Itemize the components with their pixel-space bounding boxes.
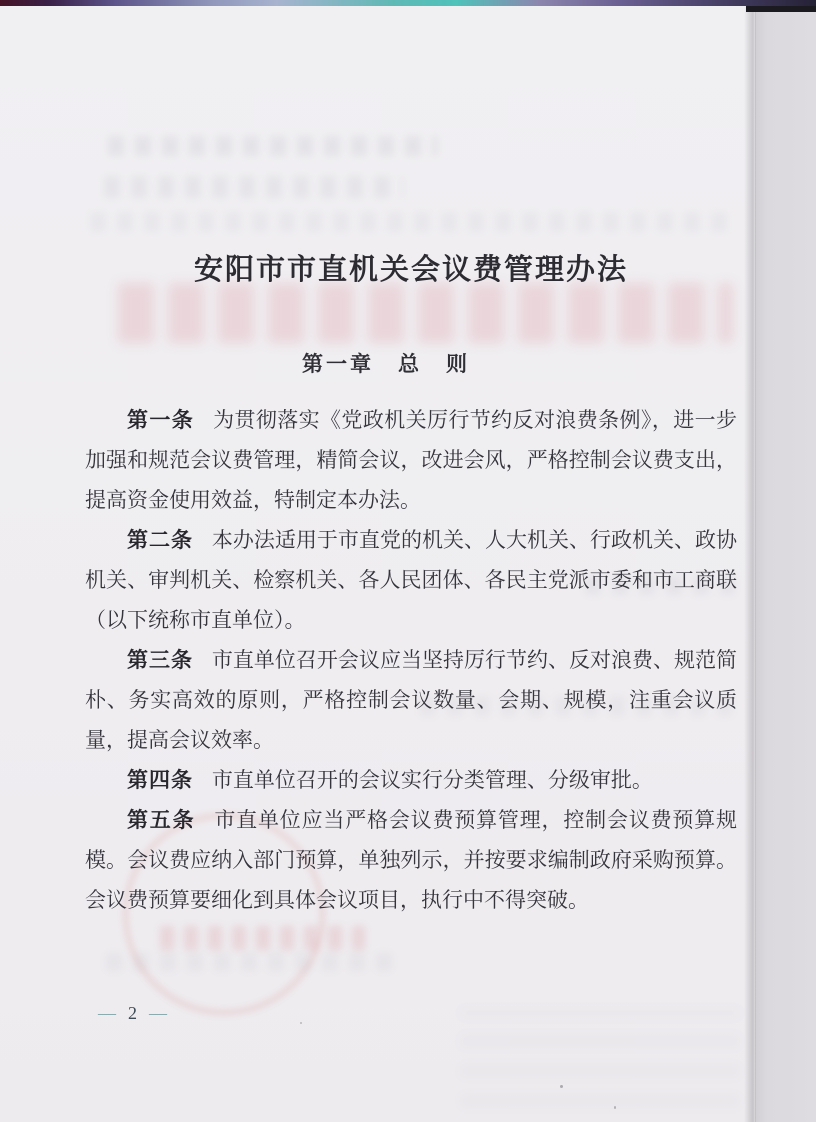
article-1-text: 为贯彻落实《党政机关厉行节约反对浪费条例》，进一步加强和规范会议费管理，精简会议，改进会风，严格控制会议费支出，提高资金使用效益，特制定本办法。 [85, 408, 738, 512]
article-2-text: 本办法适用于市直党的机关、人大机关、行政机关、政协机关、审判机关、检察机关、各人民团体、各民主党派市委和市工商联（以下统称市直单位）。 [85, 528, 738, 632]
page-number-dash-left: — [98, 1003, 118, 1023]
page-number-value: 2 [128, 1003, 139, 1023]
document-title: 安阳市市直机关会议费管理办法 [193, 254, 628, 287]
page-number-dash-right: — [149, 1003, 169, 1023]
article-2-label: 第二条 [127, 528, 194, 552]
article-1-label: 第一条 [127, 408, 195, 432]
article-paragraph-3 [85, 640, 737, 760]
article-body [85, 400, 737, 920]
article-3-label: 第三条 [127, 648, 194, 672]
article-paragraph-2 [85, 520, 737, 640]
page-number [98, 1003, 169, 1024]
article-4-label: 第四条 [127, 768, 193, 792]
article-paragraph-4 [85, 760, 737, 800]
article-3-text: 市直单位召开会议应当坚持厉行节约、反对浪费、规范简朴、务实高效的原则，严格控制会议数量、会期、规模，注重会议质量，提高会议效率。 [85, 648, 738, 752]
article-5-label: 第五条 [127, 808, 196, 832]
article-paragraph-5 [85, 800, 737, 920]
article-paragraph-1 [85, 400, 737, 520]
article-5-text: 市直单位应当严格会议费预算管理，控制会议费预算规模。会议费应纳入部门预算，单独列示，并按要求编制政府采购预算。会议费预算要细化到具体会议项目，执行中不得突破。 [85, 808, 737, 912]
chapter-heading: 第一章 总 则 [302, 352, 470, 377]
article-4-text: 市直单位召开的会议实行分类管理、分级审批。 [211, 768, 653, 792]
scan-top-edge-band [0, 0, 816, 6]
underlying-page-edge [755, 0, 816, 1122]
